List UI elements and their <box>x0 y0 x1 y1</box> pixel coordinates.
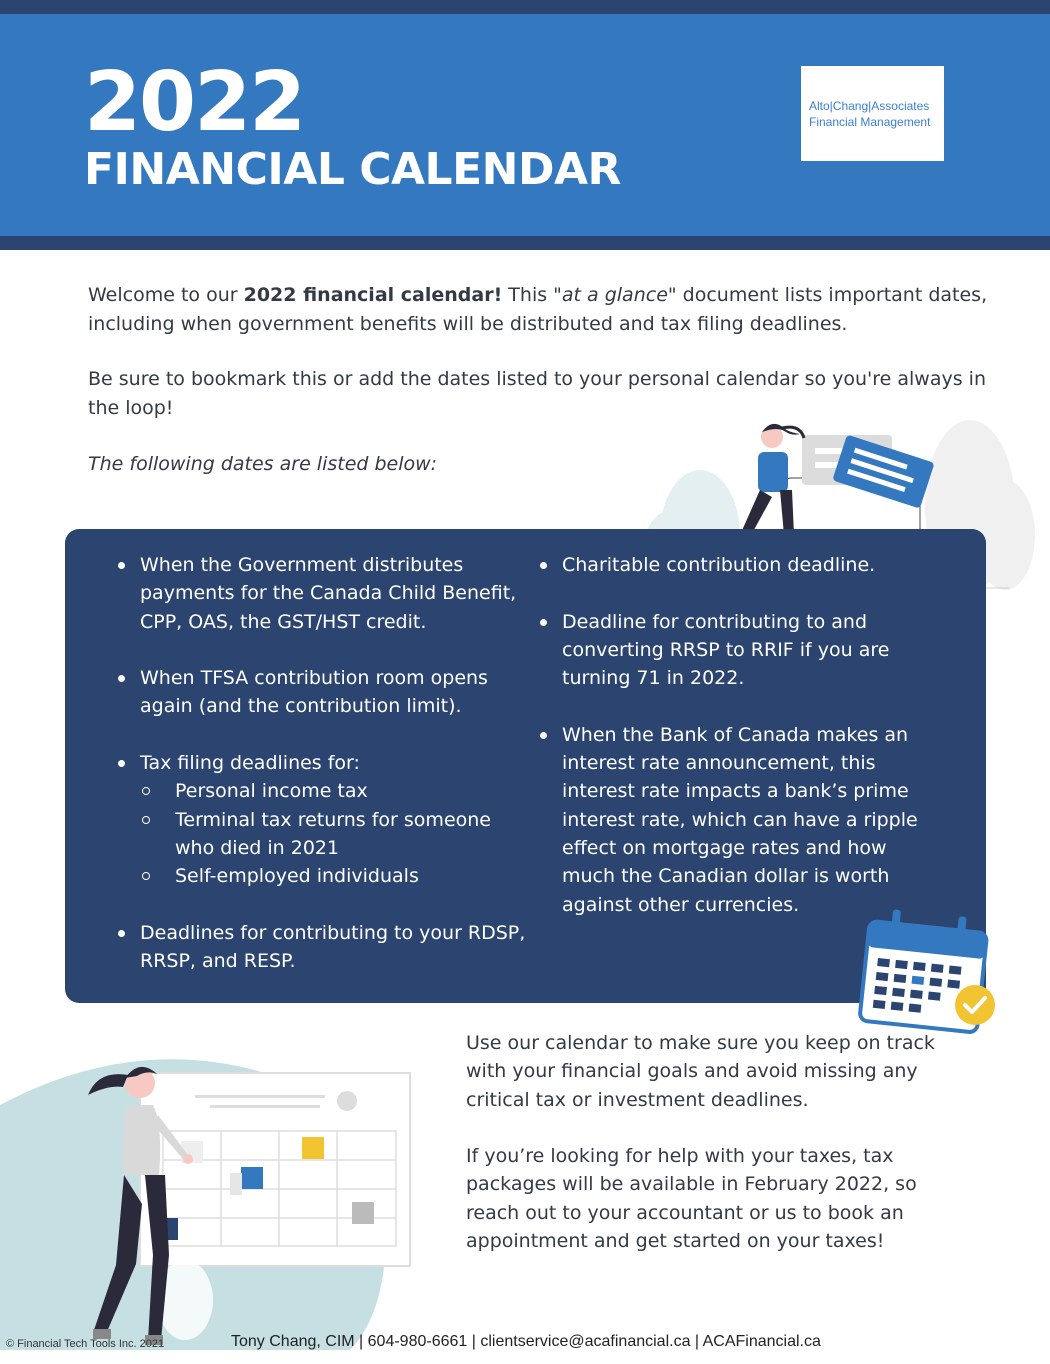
contact-info: Tony Chang, CIM | 604-980-6661 | clientservice@acafinancial.ca | ACAFinancial.ca <box>231 1333 821 1350</box>
logo-line-1: Alto|Chang|Associates <box>809 98 930 113</box>
header-title: FINANCIAL CALENDAR <box>84 144 621 195</box>
panel-left-column <box>115 551 530 1004</box>
intro-italic-text: at a glance <box>561 284 668 306</box>
header-year: 2022 <box>84 55 305 150</box>
intro-text-b: This " <box>502 284 562 306</box>
sub-list-item: Self-employed individuals <box>140 862 530 890</box>
logo-line-2: Financial Management <box>809 114 931 129</box>
header-top-stripe <box>0 0 1050 14</box>
intro-paragraph-2: Be sure to bookmark this or add the dates listed to your personal calendar so you're always in the loop! <box>88 368 986 419</box>
copyright-text: © Financial Tech Tools Inc. 2021 <box>6 1338 165 1350</box>
list-item: Deadline for contributing to and converting RRSP to RRIF if you are turning 71 in 2022. <box>537 608 937 693</box>
panel-right-column <box>537 551 937 947</box>
list-item: Tax filing deadlines for: <box>115 749 530 777</box>
intro-paragraph-3: The following dates are listed below: <box>88 453 438 475</box>
lower-paragraph-2: If you’re looking for help with your taxes, tax packages will be available in February 2022, so reach out to your accountant or us to book an appointment and get started on your taxes! <box>466 1145 917 1252</box>
header-bottom-stripe <box>0 236 1050 250</box>
sub-list-item: Terminal tax returns for someone who died in 2021 <box>140 806 530 863</box>
intro-paragraph-1 <box>88 281 988 338</box>
intro-text-c: " document lists important dates, including when government benefits will be distributed and tax filing deadlines. <box>88 284 988 335</box>
list-item: Deadlines for contributing to your RDSP, RRSP, and RESP. <box>115 919 530 976</box>
list-item: When the Bank of Canada makes an interest rate announcement, this interest rate impacts a bank’s prime interest rate, which can have a ripple effect on mortgage rates and how much the Canadian dollar is worth against other currencies. <box>537 721 937 919</box>
intro-bold-text: 2022 financial calendar! <box>243 284 503 306</box>
lower-paragraph-1: Use our calendar to make sure you keep on track with your financial goals and avoid missing any critical tax or investment deadlines. <box>466 1032 935 1111</box>
intro-text-a: Welcome to our <box>88 284 244 306</box>
woman-at-calendar-board-illustration <box>0 1045 420 1350</box>
list-item: When TFSA contribution room opens again (and the contribution limit). <box>115 664 530 721</box>
company-logo <box>801 66 944 161</box>
sub-list-item: Personal income tax <box>140 777 530 805</box>
calendar-check-icon <box>855 905 1005 1040</box>
list-item: Charitable contribution deadline. <box>537 551 937 579</box>
list-item: When the Government distributes payments for the Canada Child Benefit, CPP, OAS, the GST/HST credit. <box>115 551 530 636</box>
